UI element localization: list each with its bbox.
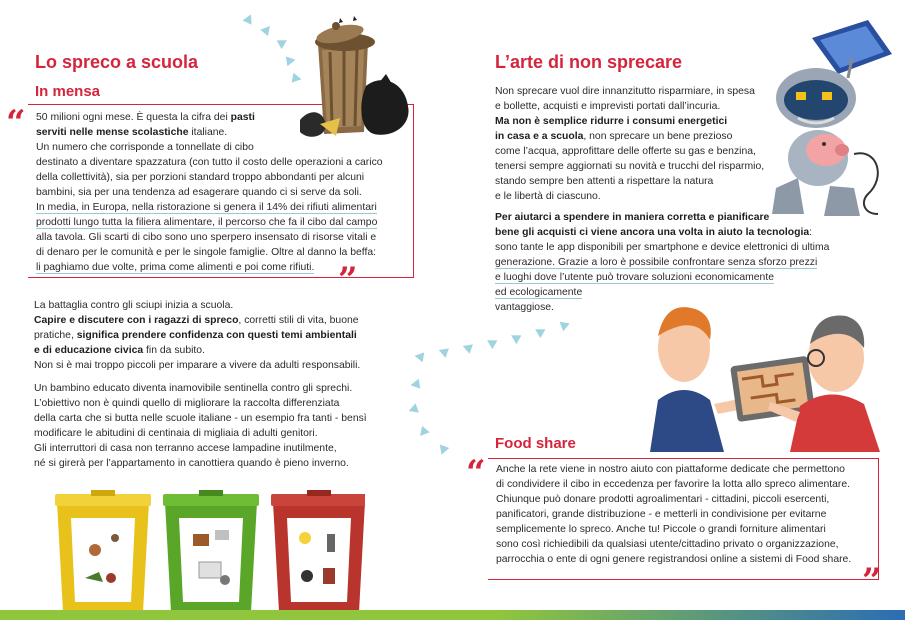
text-run: parrocchia o ente di ogni genere registrandosi online a sistemi di Food share. [496,554,852,565]
text-run: vantaggiose. [495,302,554,313]
text-run: bambini, sia per una tendenza ad esagerare quando ci si serve da soli. [36,187,362,198]
text-run: , corretti stili di vita, buone [238,315,359,326]
text-run: né si girerà per l’appartamento in canottiera quando è pieno inverno. [34,458,349,469]
triangle-deco [286,55,297,66]
triangle-deco [260,23,273,36]
section-title-food-share: Food share [495,435,576,452]
triangle-deco [533,325,546,338]
quote-open-icon: “ [466,453,486,493]
text-line [495,255,835,270]
triangle-deco [292,73,303,84]
text-run: serviti nelle mense scolastiche [36,127,189,138]
text-line [495,99,785,114]
text-run: Per aiutarci a spendere in maniera corretta e pianificare [495,212,770,223]
text-line [34,328,414,343]
green-bin [163,490,259,612]
triangle-deco [414,351,425,362]
text-run: pratiche, [34,330,77,341]
left-paragraph-2 [34,381,414,471]
text-run: italiane. [188,127,228,138]
text-run: alla tavola. Gli scarti di cibo sono uno sperpero insensato di risorse vitali e [36,232,377,243]
text-line [36,155,416,170]
text-line [34,313,414,328]
text-line [495,174,785,189]
text-run: e le libertà di ciascuno. [495,191,601,202]
text-line [34,396,414,411]
text-run: bene gli acquisti ci viene ancora una volta in aiuto la tecnologia [495,227,810,238]
text-run: ed ecologicamente [495,287,583,298]
text-line [36,185,416,200]
text-line [36,200,416,215]
text-line [34,381,414,396]
text-run: sono così richiedibili da qualsiasi utente/cittadino privato o organizzazione, [496,539,839,550]
text-line [496,492,880,507]
text-run: destinato a diventare spazzatura (con tutto il costo delle operazioni a carico [36,157,383,168]
text-line [34,441,414,456]
text-run: Un bambino educato diventa inamovibile sentinella contro gli sprechi. [34,383,353,394]
triangle-deco [407,403,419,415]
text-line [36,245,416,260]
text-line [34,343,414,358]
robot-piggy-illustration [768,18,900,218]
text-run: , non sprecare un bene prezioso [583,131,733,142]
triangle-deco [485,336,498,349]
text-run: Un numero che corrisponde a tonnellate di cibo [36,142,254,153]
text-run: modificare le abitudini di centinaia di migliaia di adulti genitori. [34,428,318,439]
text-run: il percorso che fa il cibo dal campo [215,217,378,228]
text-run: della collettività), sia per porzioni standard troppo abbondanti per alcuni [36,172,365,183]
text-run: come l’acqua, approfittare delle offerte su gas e benzina, [495,146,756,157]
text-line [34,298,414,313]
text-run: semplicemente lo spreco. Anche tu! Piccole o grandi forniture alimentari [496,524,826,535]
quote-close-icon: ” [862,561,882,601]
triangle-deco [243,12,256,24]
text-line [495,225,835,240]
recycling-bins-illustration [55,490,365,614]
text-run: li paghiamo due volte, prima come alimenti e poi come rifiuti. [36,262,315,273]
text-run: Gli interruttori di casa non terranno accese lampadine inutilmente, [34,443,337,454]
text-line [495,144,785,159]
text-line [495,159,785,174]
text-run: prodotti lungo tutta la filiera alimentare, [36,217,216,228]
text-run: Ma non è semplice ridurre i consumi energetici [495,116,728,127]
text-run: fin da subito. [143,345,205,356]
text-line [496,477,880,492]
quote-close-icon: ” [338,260,358,300]
text-run: In media, in Europa, nella ristorazione si genera il 14% dei rifiuti alimentari [36,202,377,213]
triangle-deco [277,36,290,49]
text-run: L’obiettivo non è quindi quello di migliorare la raccolta differenziata [34,398,340,409]
text-line [495,189,785,204]
text-line [496,507,880,522]
text-run: di condividere il cibo in eccedenza per favorire la lotta allo spreco alimentare. [496,479,851,490]
page-title-right: L’arte di non sprecare [495,52,683,72]
text-line [36,215,416,230]
children-tablet-illustration [640,292,890,452]
text-run: Chiunque può donare prodotti agroalimentari - cittadini, piccoli esercenti, [496,494,830,505]
text-run: Capire e discutere con i ragazzi di spreco [34,315,239,326]
text-run: generazione. [495,257,558,268]
text-run: : [809,227,812,238]
footer-color-bar [0,610,905,620]
text-line [496,522,880,537]
text-run: significa prendere confidenza con questi temi ambientali [76,330,357,341]
text-run: e bollette, acquisti e imprevisti portati dall’incuria. [495,101,721,112]
text-run: di denaro per le comunità e per le singole famiglie. Oltre al danno la beffa: [36,247,377,258]
text-line [36,230,416,245]
text-run: e di educazione civica [34,345,144,356]
text-line [496,462,880,477]
yellow-bin [55,490,151,612]
triangle-deco [556,318,569,331]
triangle-deco [461,341,473,353]
triangle-deco [416,426,429,439]
text-line [495,240,835,255]
triangle-deco [437,345,449,357]
text-run: La battaglia contro gli sciupi inizia a scuola. [34,300,234,311]
page-title-left: Lo spreco a scuola [35,52,199,72]
text-line [34,358,414,373]
text-line [34,456,414,471]
text-run: tenersi sempre aggiornati su novità e trucchi del risparmio, [495,161,765,172]
text-run: pasti [230,112,255,123]
triangle-deco [410,379,421,390]
text-line [496,537,880,552]
text-line [36,260,416,275]
text-line [495,84,785,99]
text-run: Grazie a loro è possibile confrontare senza sforzo prezzi [557,257,818,268]
text-run: e luoghi dove l’utente può trovare soluzioni economicamente [495,272,774,283]
text-line [495,129,785,144]
triangle-deco [509,331,522,344]
text-line [495,114,785,129]
triangle-deco [437,445,449,457]
text-line [34,426,414,441]
text-run: Non si è mai troppo piccoli per imparare a vivere da adulti responsabili. [34,360,361,371]
text-line [496,552,880,567]
text-run: Non sprecare vuol dire innanzitutto risparmiare, in spesa [495,86,755,97]
text-run: in casa e a scuola [495,131,584,142]
text-run: panificatori, grande distribuzione - e metterli in condivisione per evitarne [496,509,827,520]
left-paragraph-1 [34,298,414,373]
text-run: 50 milioni ogni mese. È questa la cifra dei [36,112,231,123]
text-run: della carta che si butta nelle scuole italiane - un esempio fra tanti - bensì [34,413,367,424]
quote-open-icon: “ [6,103,26,143]
text-run: Anche la rete viene in nostro aiuto con piattaforme dedicate che permettono [496,464,845,475]
text-run: stando sempre ben attenti a rispettare la natura [495,176,714,187]
text-line [34,411,414,426]
red-bin [271,490,365,612]
text-run: sono tante le app disponibili per smartphone e device elettronici di ultima [495,242,830,253]
text-line [495,270,835,285]
section-title-mensa: In mensa [35,83,101,100]
right-paragraph-1 [495,84,785,204]
text-line [36,170,416,185]
food-share-text [496,462,880,567]
trash-can-illustration [300,14,418,146]
